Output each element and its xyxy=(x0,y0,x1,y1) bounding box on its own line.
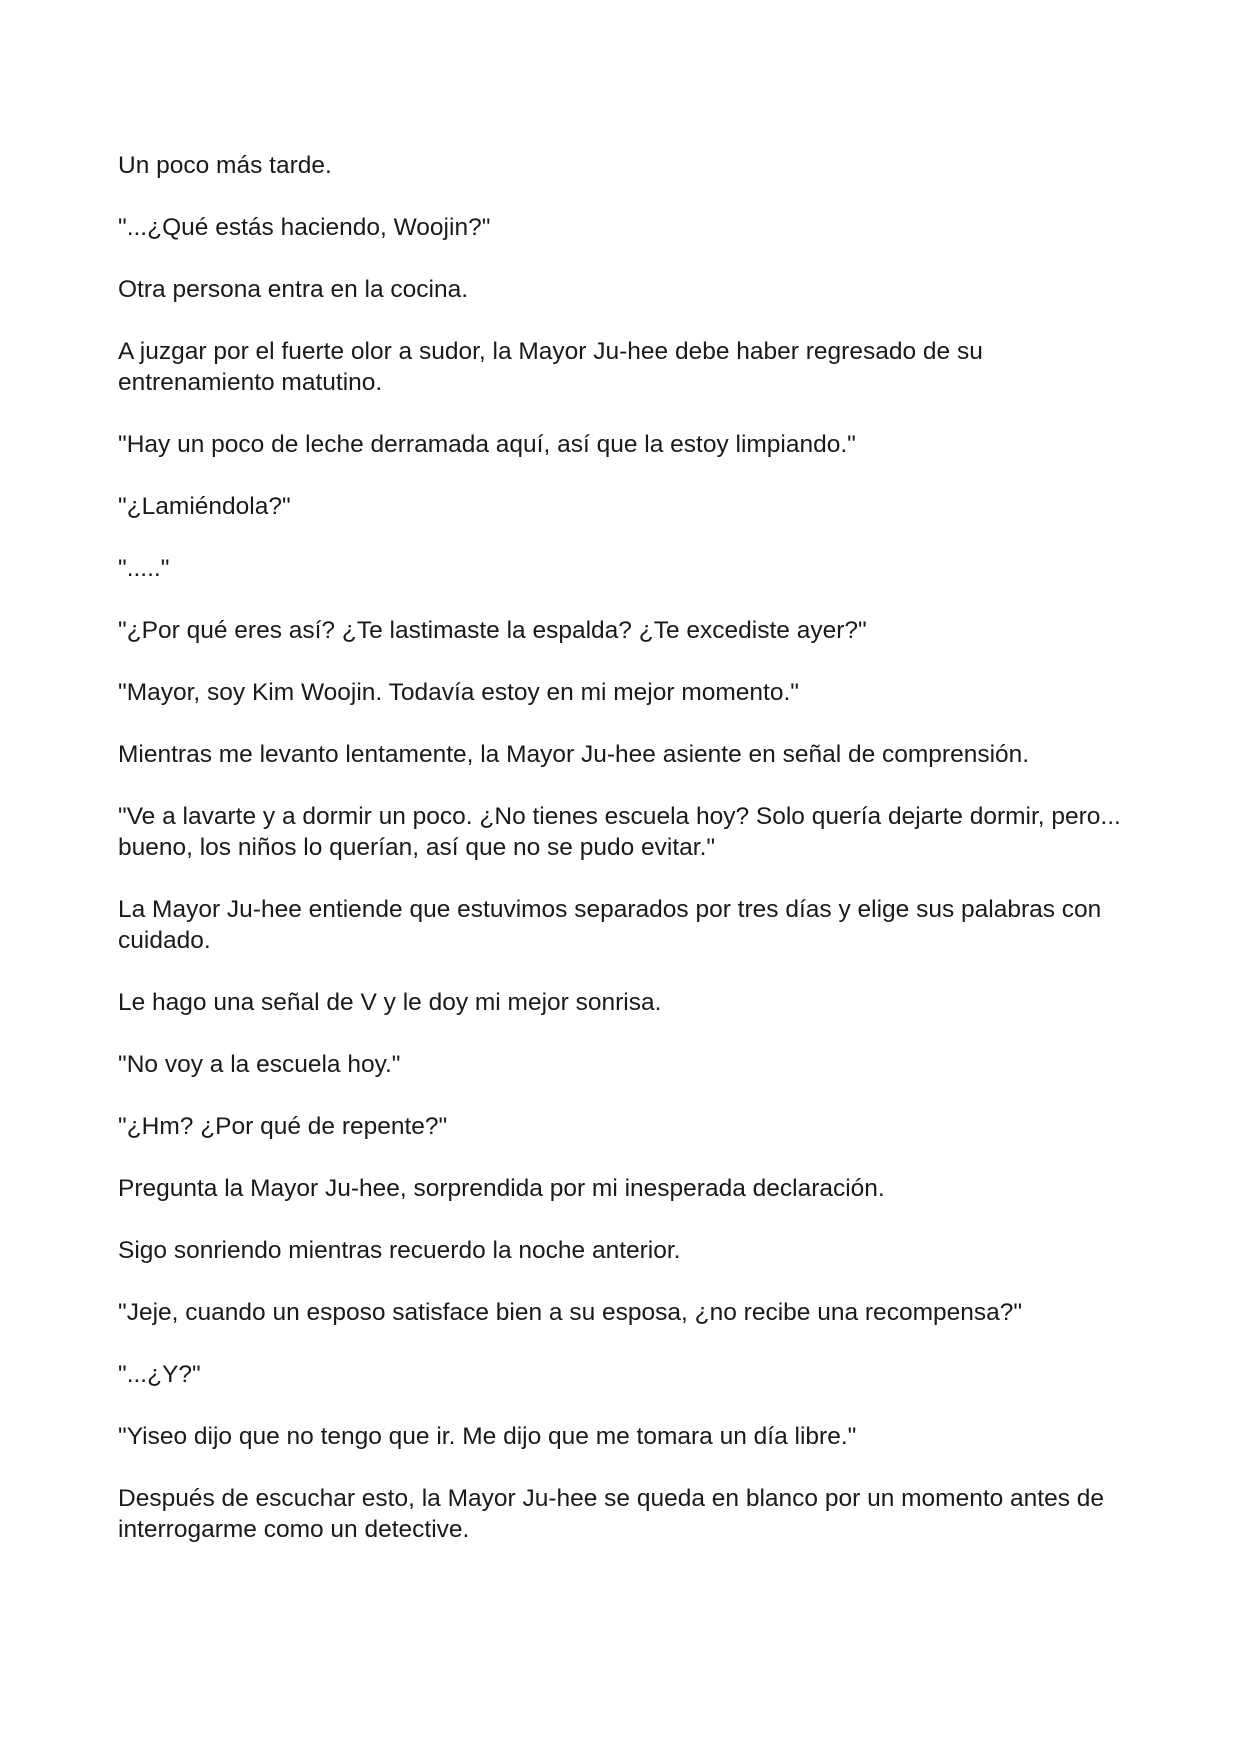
paragraph: "....." xyxy=(118,555,170,582)
paragraph: Mientras me levanto lentamente, la Mayor Ju-hee asiente en señal de comprensión. xyxy=(118,741,1030,768)
paragraph: "No voy a la escuela hoy." xyxy=(118,1051,401,1078)
paragraph: "Yiseo dijo que no tengo que ir. Me dijo que me tomara un día libre." xyxy=(118,1423,857,1450)
paragraph: "¿Lamiéndola?" xyxy=(118,493,291,520)
paragraph: "¿Por qué eres así? ¿Te lastimaste la espalda? ¿Te excediste ayer?" xyxy=(118,617,867,644)
paragraph: Después de escuchar esto, la Mayor Ju-hee se queda en blanco por un momento antes de interrogarme como un detective. xyxy=(118,1485,1105,1543)
paragraph: "...¿Qué estás haciendo, Woojin?" xyxy=(118,214,491,241)
paragraph: "¿Hm? ¿Por qué de repente?" xyxy=(118,1113,448,1140)
paragraph: "Hay un poco de leche derramada aquí, así que la estoy limpiando." xyxy=(118,431,856,458)
paragraph: Pregunta la Mayor Ju-hee, sorprendida por mi inesperada declaración. xyxy=(118,1175,885,1202)
paragraph: "Jeje, cuando un esposo satisface bien a su esposa, ¿no recibe una recompensa?" xyxy=(118,1299,1023,1326)
paragraph: Otra persona entra en la cocina. xyxy=(118,276,469,303)
paragraph: Sigo sonriendo mientras recuerdo la noche anterior. xyxy=(118,1237,681,1264)
paragraph: Le hago una señal de V y le doy mi mejor sonrisa. xyxy=(118,989,662,1016)
document-body xyxy=(118,150,1128,1576)
paragraph: "Ve a lavarte y a dormir un poco. ¿No tienes escuela hoy? Solo quería dejarte dormir, pero... bueno, los niños lo querían, así que no se pudo evitar." xyxy=(118,803,1121,861)
paragraph: "...¿Y?" xyxy=(118,1361,201,1388)
paragraph: "Mayor, soy Kim Woojin. Todavía estoy en mi mejor momento." xyxy=(118,679,799,706)
paragraph: A juzgar por el fuerte olor a sudor, la Mayor Ju-hee debe haber regresado de su entrenamiento matutino. xyxy=(118,338,983,396)
paragraph: La Mayor Ju-hee entiende que estuvimos separados por tres días y elige sus palabras con cuidado. xyxy=(118,896,1102,954)
paragraph: Un poco más tarde. xyxy=(118,152,332,179)
